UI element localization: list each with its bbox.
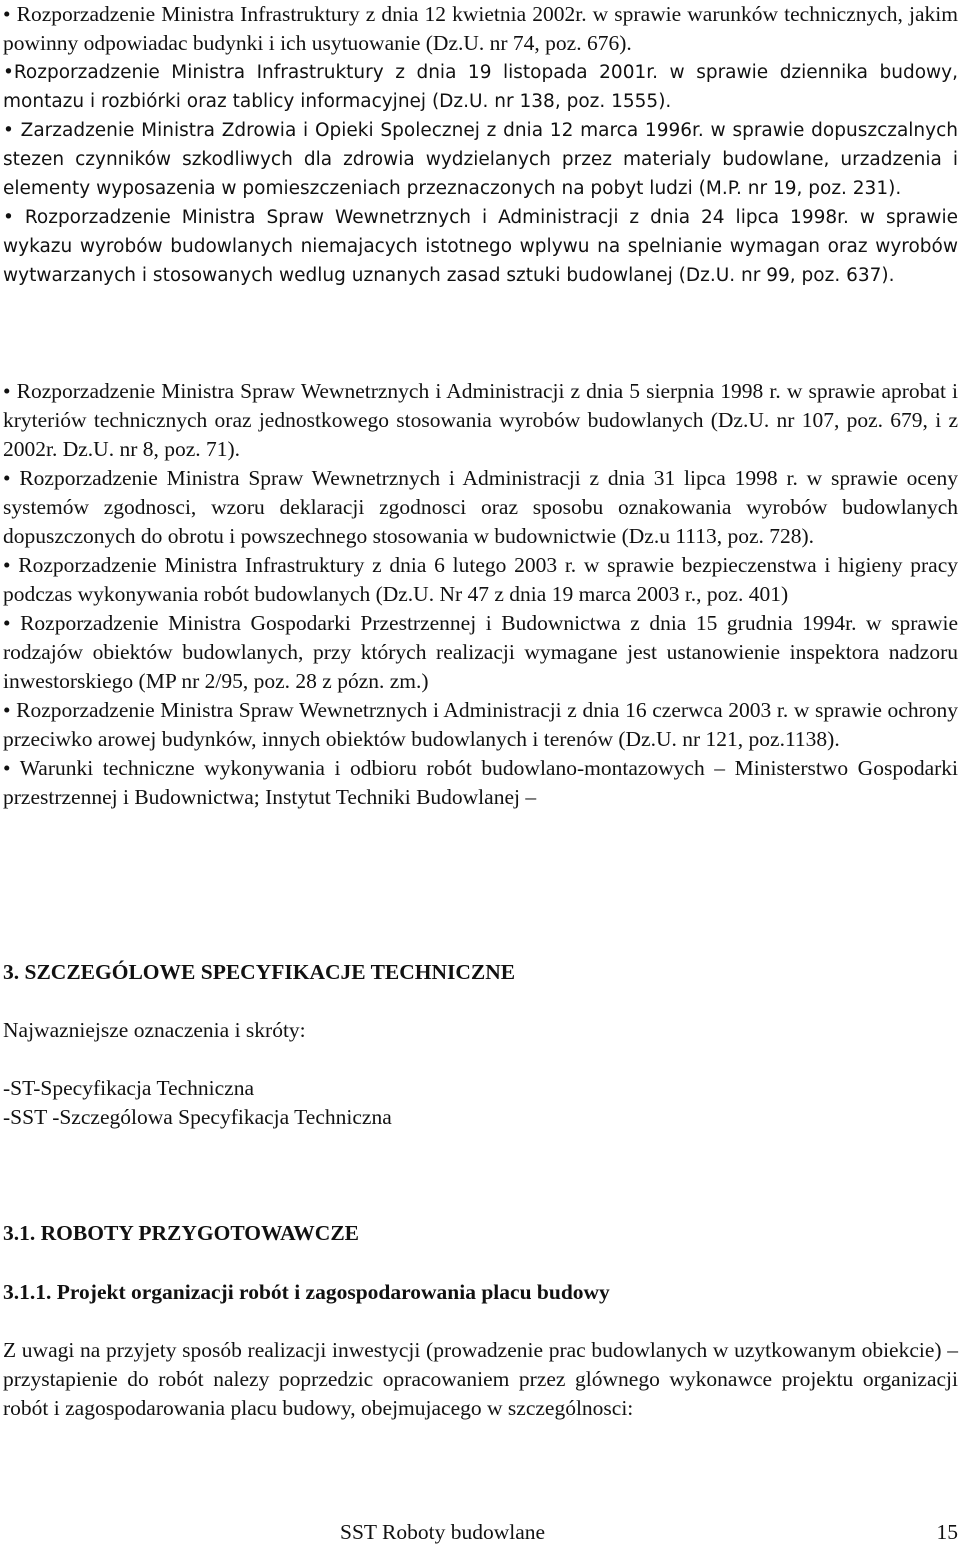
regulation-item-8: • Rozporzadzenie Ministra Gospodarki Przestrzennej i Budownictwa z dnia 15 grudnia 1994r. w sprawie rodzajów obiektów budowlanych, przy których realizacji wymagane jest ustanowienie inspektora nadzoru inwestorskiego (MP nr 2/95, poz. 28 z pózn. zm.) xyxy=(3,611,958,693)
regulation-item-9: • Rozporzadzenie Ministra Spraw Wewnetrznych i Administracji z dnia 16 czerwca 2003 r. w sprawie ochrony przeciwko arowej budynków, innych obiektów budowlanych i terenów (Dz.U. nr 121, poz.1138). xyxy=(3,698,958,751)
regulations-list-continued xyxy=(3,377,958,812)
section-3-1-1-heading xyxy=(3,1278,610,1307)
section-3-heading: 3. SZCZEGÓLOWE SPECYFIKACJE TECHNICZNE xyxy=(3,960,516,984)
page-number: 15 xyxy=(936,1520,958,1544)
regulation-item-7: • Rozporzadzenie Ministra Infrastruktury z dnia 6 lutego 2003 r. w sprawie bezpieczenstwa i higieny pracy podczas wykonywania robót budowlanych (Dz.U. Nr 47 z dnia 19 marca 2003 r., poz. 401) xyxy=(3,553,958,606)
regulation-item-2: •Rozporzadzenie Ministra Infrastruktury z dnia 19 listopada 2001r. w sprawie dziennika budowy, montazu i rozbiórki oraz tablicy informacyjnej (Dz.U. nr 138, poz. 1555). xyxy=(3,62,958,112)
section-3-1-1-number: 3.1.1. xyxy=(3,1280,52,1304)
body-paragraph: Z uwagi na przyjety sposób realizacji inwestycji (prowadzenie prac budowlanych w uzytkowanym obiekcie) – przystapienie do robót nalezy poprzedzic opracowaniem przez glównego wykonawce projektu organizacji robót i zagospodarowania placu budowy, obejmujacego w szczególnosci: xyxy=(3,1338,958,1420)
abbreviation-item: -SST -Szczególowa Specyfikacja Techniczna xyxy=(3,1105,392,1129)
regulation-item-6: • Rozporzadzenie Ministra Spraw Wewnetrznych i Administracji z dnia 31 lipca 1998 r. w sprawie oceny systemów zgodnosci, wzoru deklaracji zgodnosci oraz sposobu oznakowania wyrobów budowlanych dopuszczonych do obrotu i powszechnego stosowania w budownictwie (Dz.u 1113, poz. 728). xyxy=(3,466,958,548)
regulation-item-4: • Rozporzadzenie Ministra Spraw Wewnetrznych i Administracji z dnia 24 lipca 1998r. w sprawie wykazu wyrobów budowlanych niemajacych istotnego wplywu na spelnianie wymagan oraz wyrobów wytwarzanych i stosowanych wedlug uznanych zasad sztuki budowlanej (Dz.U. nr 99, poz. 637). xyxy=(3,207,958,286)
regulations-list xyxy=(3,0,958,290)
section-3-1-heading: 3.1. ROBOTY PRZYGOTOWAWCZE xyxy=(3,1221,359,1245)
abbreviations-list xyxy=(3,1074,392,1132)
regulation-item-3: • Zarzadzenie Ministra Zdrowia i Opieki Spolecznej z dnia 12 marca 1996r. w sprawie dopuszczalnych stezen czynników szkodliwych dla zdrowia wydzielanych przez materialy budowlane, urzadzenia i elementy wyposazenia w pomieszczeniach przeznaczonych na pobyt ludzi (M.P. nr 19, poz. 231). xyxy=(3,120,958,199)
regulation-item-1: • Rozporzadzenie Ministra Infrastruktury z dnia 12 kwietnia 2002r. w sprawie warunków technicznych, jakim powinny odpowiadac budynki i ich usytuowanie (Dz.U. nr 74, poz. 676). xyxy=(3,2,958,55)
abbreviations-intro: Najwazniejsze oznaczenia i skróty: xyxy=(3,1018,306,1042)
footer-title: SST Roboty budowlane xyxy=(340,1520,546,1544)
regulation-item-5: • Rozporzadzenie Ministra Spraw Wewnetrznych i Administracji z dnia 5 sierpnia 1998 r. w sprawie aprobat i kryteriów technicznych oraz jednostkowego stosowania wyrobów budowlanych (Dz.U. nr 107, poz. 679, i z 2002r. Dz.U. nr 8, poz. 71). xyxy=(3,379,958,461)
abbreviation-item: -ST-Specyfikacja Techniczna xyxy=(3,1076,255,1100)
regulation-item-10: • Warunki techniczne wykonywania i odbioru robót budowlano-montazowych – Ministerstwo Gospodarki przestrzennej i Budownictwa; Instytut Techniki Budowlanej – xyxy=(3,756,958,809)
section-3-1-1-title: Projekt organizacji robót i zagospodarowania placu budowy xyxy=(56,1280,610,1304)
